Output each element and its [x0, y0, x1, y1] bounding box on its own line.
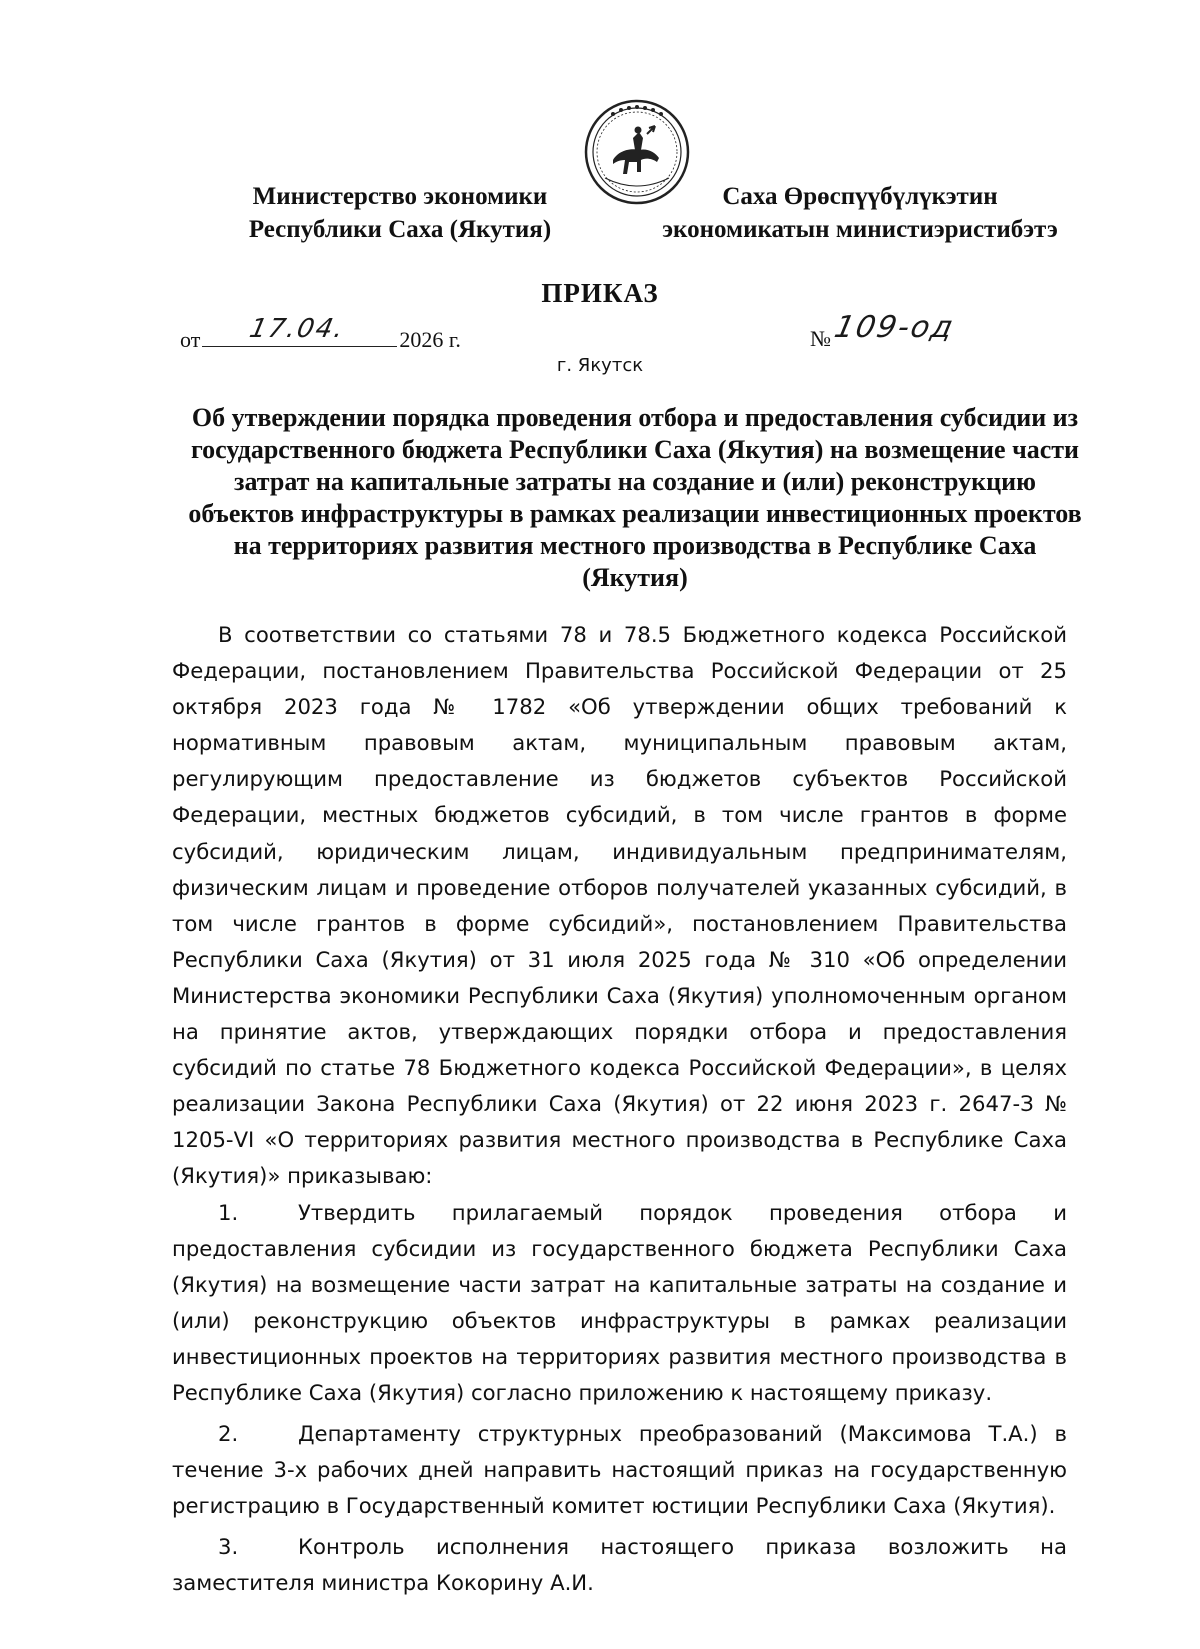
- preamble-paragraph: В соответствии со статьями 78 и 78.5 Бюджетного кодекса Российской Федерации, постановлением Правительства Российской Федерации от 25 октября 2023 года № 1782 «Об утверждении общих требований к нормативным правовым актам, муниципальным правовым актам, регулирующим предоставление из бюджетов субъектов Российской Федерации, местных бюджетов субсидий, в том числе грантов в форме субсидий, юридическим лицам, индивидуальным предпринимателям, физическим лицам и проведение отборов получателей указанных субсидий, в том числе грантов в форме субсидий», постановлением Правительства Республики Саха (Якутия) от 31 июля 2025 года № 310 «Об определении Министерства экономики Республики Саха (Якутия) уполномоченным органом на принятие актов, утверждающих порядки отбора и предоставления субсидий по статье 78 Бюджетного кодекса Российской Федерации», в целях реализации Закона Республики Саха (Якутия) от 22 июня 2023 г. 2647-З № 1205-VI «О территориях развития местного производства в Республике Саха (Якутия)» приказываю:: [172, 622, 1067, 1189]
- handwritten-date: 17.04.: [247, 314, 349, 344]
- item-number: 2.: [218, 1421, 239, 1447]
- item-number: 1.: [218, 1199, 239, 1225]
- item-number: 3.: [218, 1534, 239, 1560]
- date-year: 2026 г.: [399, 327, 461, 352]
- number-prefix: №: [810, 326, 831, 351]
- item-text: Департаменту структурных преобразований (Максимова Т.А.) в течение 3-х рабочих дней направить настоящий приказ на государственную регистрацию в Государственный комитет юстиции Республики Саха (Якутия).: [172, 1421, 1067, 1519]
- ministry-name-yakut-line-1: Саха Өрөспүүбүлүкэтин: [722, 183, 998, 210]
- order-body: [172, 617, 1067, 1602]
- order-title: Об утверждении порядка проведения отбора и предоставления субсидии из государственного бюджета Республики Саха (Якутия) на возмещение части затрат на капитальные затраты на создание и (или) реконструкцию объектов инфраструктуры в рамках реализации инвестиционных проектов на территориях развития местного производства в Республике Саха (Якутия): [188, 403, 1082, 592]
- ministry-name-line-2: Республики Саха (Якутия): [248, 216, 552, 243]
- ministry-name-line-1: Министерство экономики: [252, 183, 548, 210]
- ministry-name-yakut: [650, 180, 1070, 246]
- item-text: Контроль исполнения настоящего приказа возложить на заместителя министра Кокорину А.И.: [172, 1534, 1067, 1596]
- date-prefix: от: [180, 327, 201, 352]
- date-blank: [202, 314, 397, 347]
- number-blank: [831, 310, 981, 346]
- ministry-name-yakut-line-2: экономикатын министиэристибэтэ: [662, 216, 1058, 243]
- item-text: Утвердить прилагаемый порядок проведения отбора и предоставления субсидии из государственного бюджета Республики Саха (Якутия) на возмещение части затрат на капитальные затраты на создание и (или) реконструкцию объектов инфраструктуры в рамках реализации инвестиционных проектов на территориях развития местного производства в Республике Саха (Якутия) согласно приложению к настоящему приказу.: [172, 1199, 1067, 1405]
- handwritten-number: 109-од: [831, 310, 958, 345]
- document-type: ПРИКАЗ: [541, 278, 659, 308]
- order-item-2: [172, 1416, 1067, 1524]
- order-item-1: [172, 1195, 1067, 1412]
- order-item-3: [172, 1529, 1067, 1601]
- order-date: [180, 314, 461, 353]
- order-number: [810, 310, 981, 352]
- city: г. Якутск: [556, 355, 644, 376]
- ministry-name-russian: [230, 180, 570, 246]
